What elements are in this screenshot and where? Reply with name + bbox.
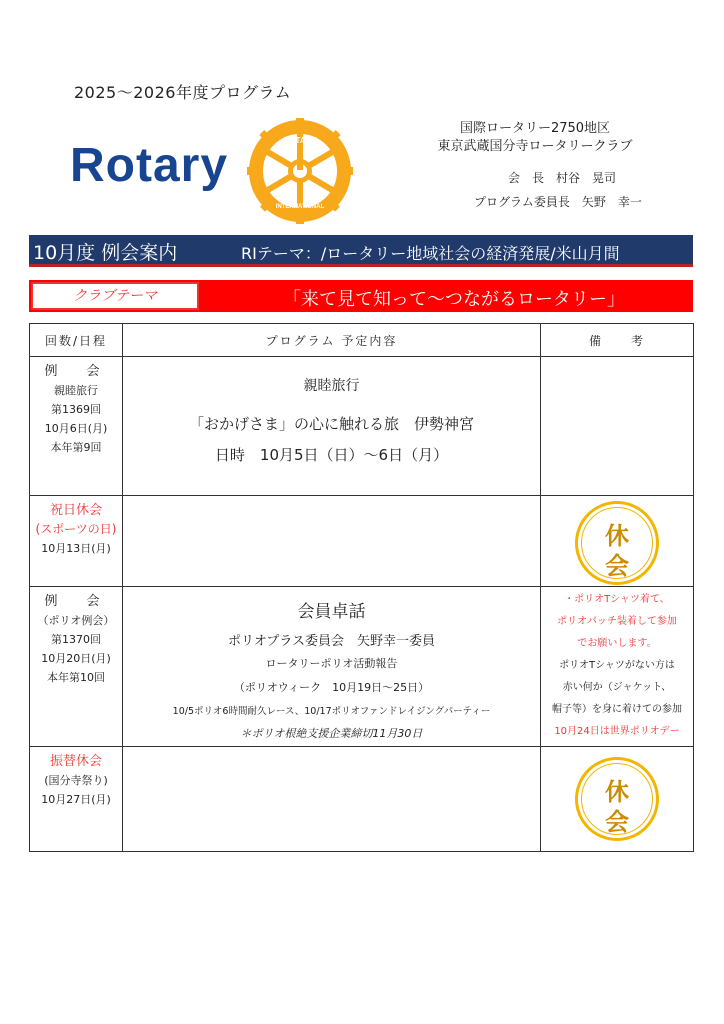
- club-theme-label: クラブテーマ: [31, 282, 199, 310]
- date-cell: [30, 587, 123, 747]
- table-row: [30, 747, 694, 852]
- meeting-date: 10月20日(月): [41, 652, 111, 665]
- program-cell: [123, 587, 541, 747]
- seal-char: 休: [605, 521, 629, 550]
- header-date: 回数/日程: [30, 324, 123, 357]
- header-notes: 備 考: [541, 324, 694, 357]
- meeting-number: 第1370回: [51, 633, 101, 646]
- meeting-subtitle: （ポリオ例会）: [37, 614, 115, 627]
- president-name: 会 長 村谷 晃司: [508, 171, 617, 185]
- month-banner: [29, 235, 693, 267]
- meeting-subtitle: 親睦旅行: [54, 384, 98, 397]
- logo-ring-top-text: ROTARY: [283, 136, 317, 145]
- note-line: 10月24日は世界ポリオデー: [554, 726, 680, 737]
- seal-char: 会: [605, 807, 629, 836]
- program-title: 会員卓話: [297, 602, 366, 622]
- seal-char: 会: [605, 551, 629, 580]
- schedule-table: [29, 323, 694, 852]
- officers-block: [440, 166, 670, 214]
- notes-cell: [541, 747, 694, 852]
- meeting-type: 例 会: [44, 364, 108, 379]
- note-line: でお願いします。: [577, 638, 657, 649]
- year-count: 本年第10回: [47, 671, 105, 684]
- logo-ring-bottom-text: INTERNATIONAL: [275, 204, 325, 210]
- program-line: 「おかげさま」の心に触れる旅 伊勢神宮: [188, 415, 474, 433]
- holiday-label: 祝日休会: [49, 503, 102, 518]
- meeting-type: 例 会: [44, 594, 108, 609]
- table-header-row: [30, 324, 694, 357]
- header-program: プログラム 予定内容: [123, 324, 541, 357]
- holiday-reason: (国分寺祭り): [44, 774, 108, 787]
- date-cell: [30, 496, 123, 587]
- holiday-label: 振替休会: [49, 754, 102, 769]
- program-chair-name: プログラム委員長 矢野 幸一: [474, 195, 642, 209]
- table-row: [30, 357, 694, 496]
- program-line: 日時 10月5日（日）～6日（月）: [214, 446, 449, 464]
- rotary-wheel-icon: [247, 118, 353, 224]
- meeting-date: 10月13日(月): [41, 542, 111, 555]
- club-theme-text: 「来て見て知って～つながるロータリー」: [283, 289, 625, 310]
- ri-theme: RIテーマ：/ロータリー地域社会の経済発展/米山月間: [241, 244, 620, 263]
- notes-cell: [541, 357, 694, 496]
- holiday-reason: (スポーツの日): [35, 522, 117, 536]
- note-line: 赤い何か（ジャケット、: [562, 682, 672, 693]
- holiday-seal-stamp: [575, 501, 659, 585]
- note-line: ポリオTシャツがない方は: [559, 660, 675, 671]
- program-title: 親睦旅行: [303, 378, 360, 394]
- note-line: 帽子等）を身に着けての参加: [552, 704, 682, 715]
- program-line: ロータリーポリオ活動報告: [265, 657, 398, 670]
- note-line: ・ポリオTシャツ着て、: [564, 594, 670, 605]
- holiday-seal-stamp: [575, 757, 659, 841]
- month-title: 10月度 例会案内: [33, 242, 178, 264]
- program-cell: [123, 357, 541, 496]
- seal-char: 休: [605, 777, 629, 806]
- year-count: 本年第9回: [50, 441, 102, 454]
- program-cell: [123, 496, 541, 587]
- district-name: 国際ロータリー2750地区: [459, 121, 611, 136]
- meeting-date: 10月6日(月): [44, 422, 108, 435]
- program-year-title: 2025～2026年度プログラム: [74, 83, 292, 102]
- club-name: 東京武蔵国分寺ロータリークラブ: [437, 139, 633, 154]
- program-line: ポリオプラス委員会 矢野幸一委員: [227, 634, 436, 649]
- program-line: ＊ポリオ根絶支援企業締切11月30日: [240, 727, 423, 740]
- date-cell: [30, 747, 123, 852]
- date-cell: [30, 357, 123, 496]
- program-line: （ポリオウィーク 10月19日～25日）: [233, 681, 430, 694]
- program-line: 10/5ポリオ6時間耐久レース、10/17ポリオファンドレイジングパーティー: [172, 706, 491, 717]
- meeting-number: 第1369回: [51, 403, 101, 416]
- note-line: ポリオパッチ装着して参加: [557, 616, 677, 627]
- notes-cell: [541, 496, 694, 587]
- table-row: [30, 496, 694, 587]
- meeting-date: 10月27日(月): [41, 793, 111, 806]
- table-row: [30, 587, 694, 747]
- program-cell: [123, 747, 541, 852]
- notes-cell: [541, 587, 694, 747]
- rotary-logo-wordmark: Rotary: [70, 139, 229, 192]
- club-theme-banner: [29, 280, 693, 312]
- organization-block: [410, 120, 660, 156]
